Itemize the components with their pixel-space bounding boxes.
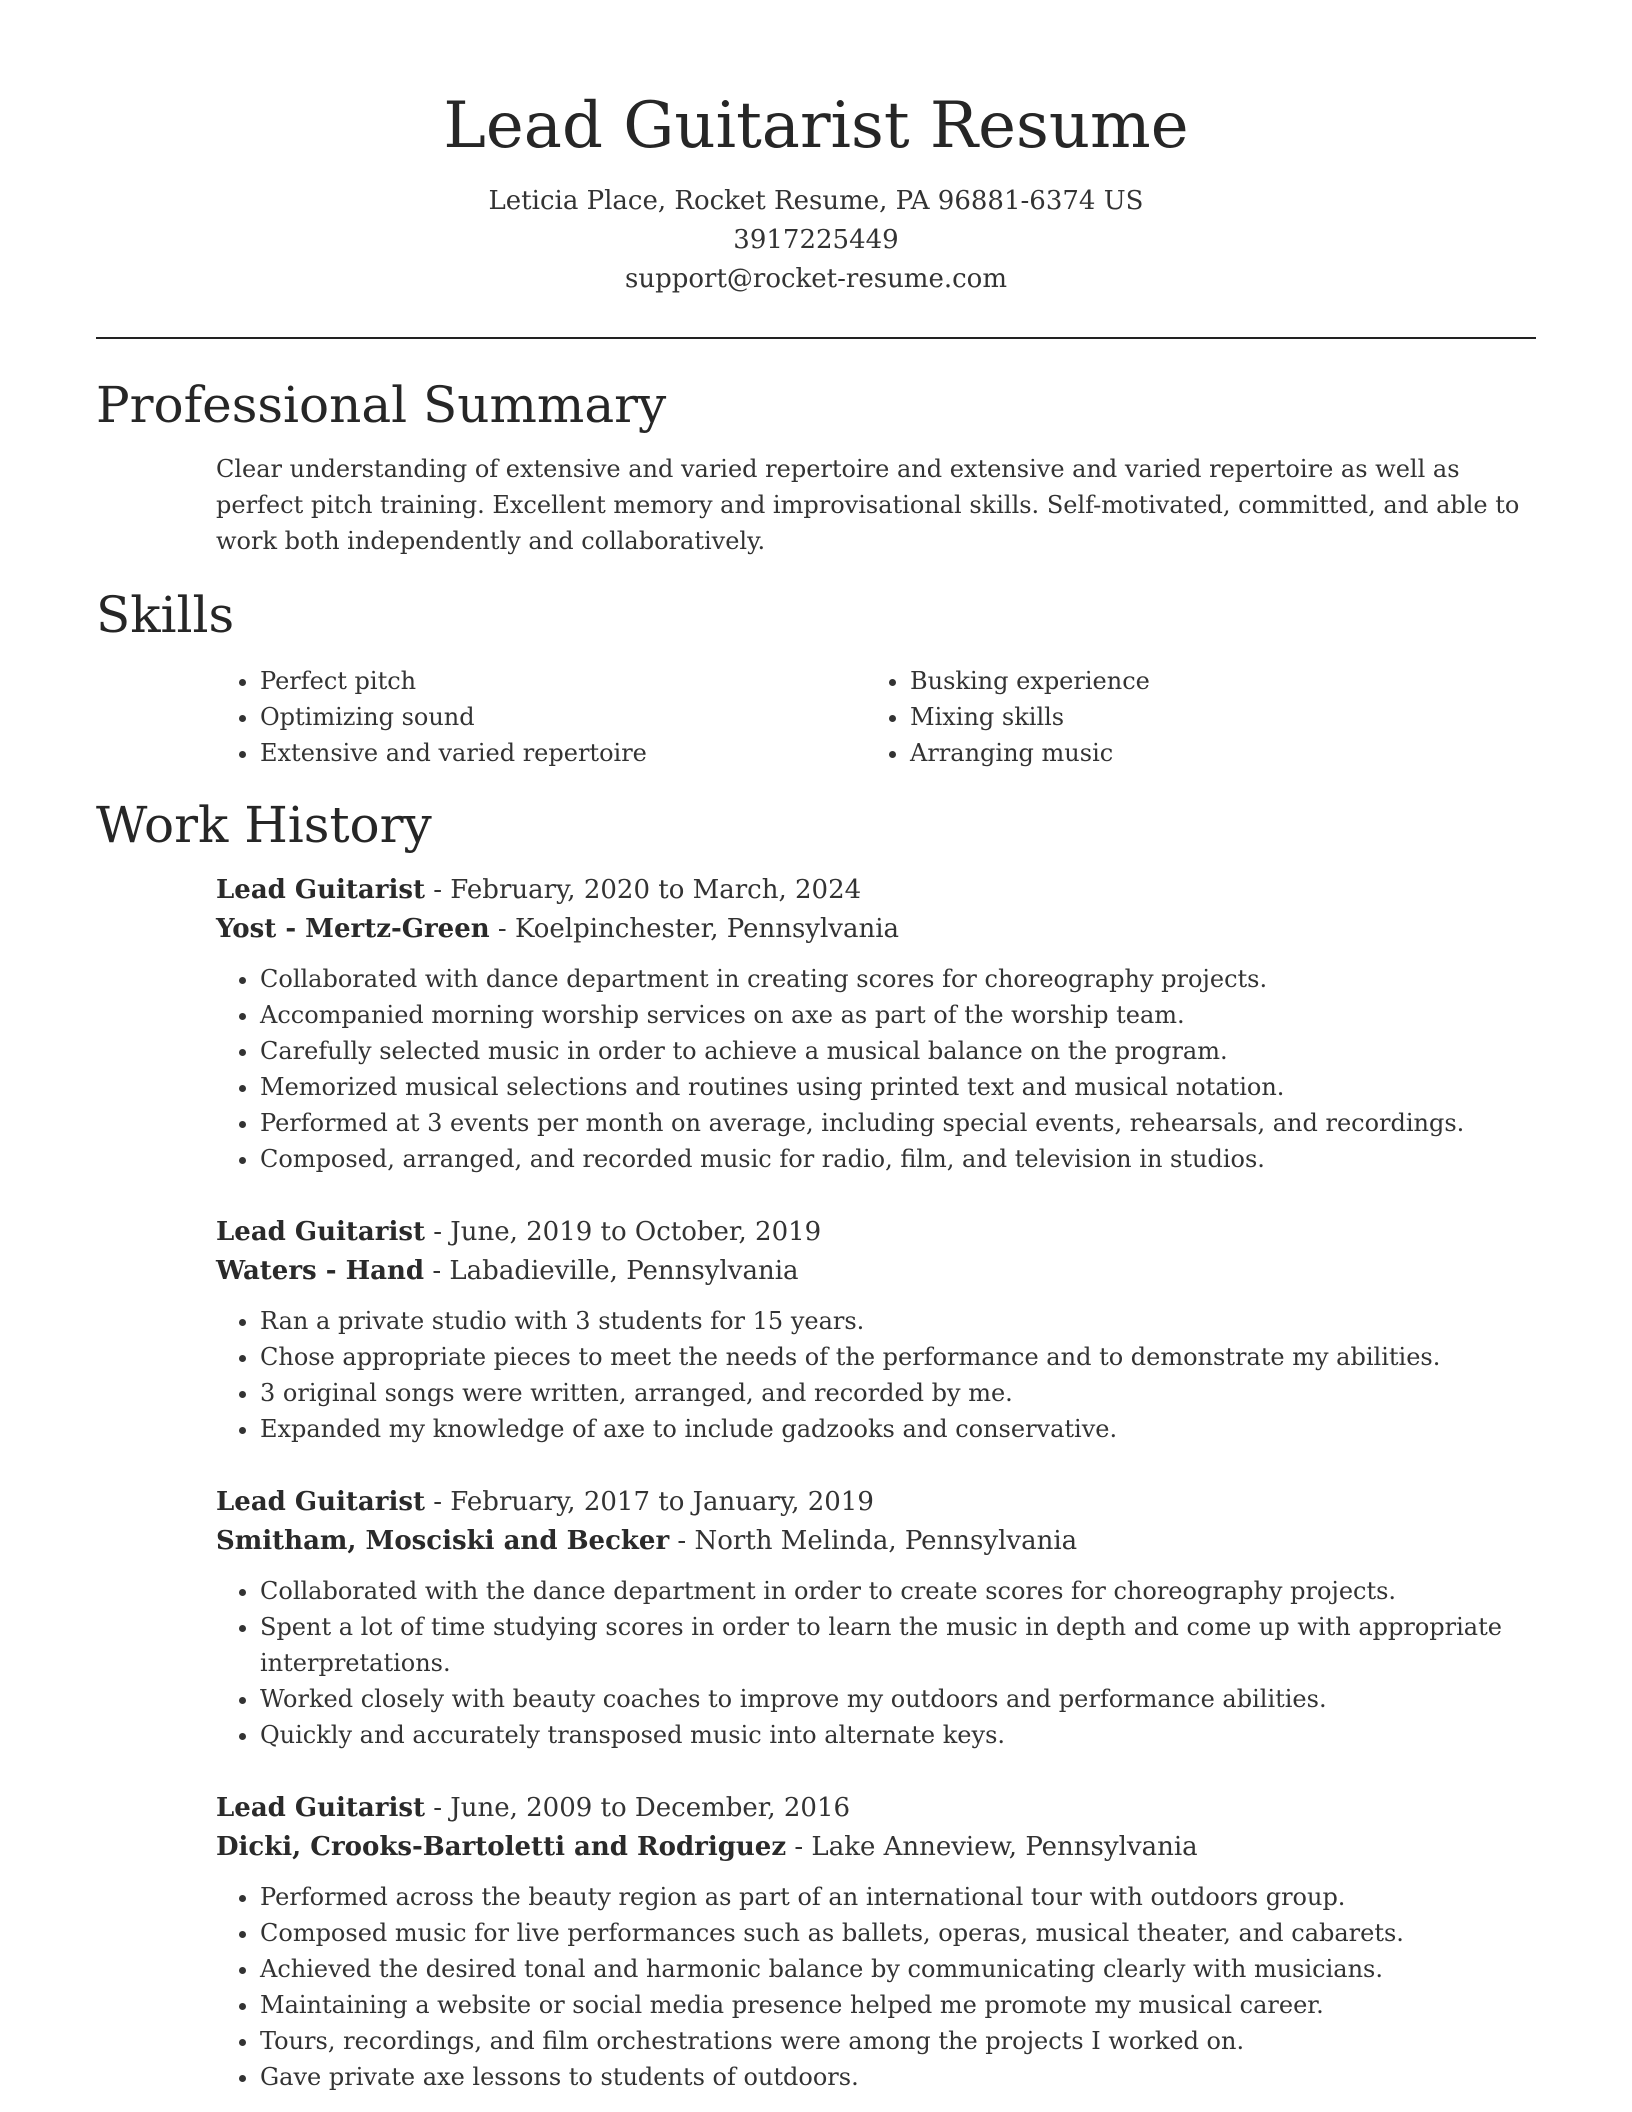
job-company-line <box>216 1522 1536 1561</box>
job-company: Waters - Hand <box>216 1256 425 1286</box>
separator: - <box>424 1487 451 1517</box>
job-bullet: • Collaborated with the dance department in order to create scores for choreography projects. <box>260 1573 1536 1609</box>
skills-section <box>96 583 1536 771</box>
job-dates: June, 2019 to October, 2019 <box>450 1217 822 1247</box>
job-company: Yost - Mertz-Green <box>216 914 490 944</box>
work-history-heading: Work History <box>96 796 432 854</box>
job-location: Lake Anneview, Pennsylvania <box>811 1832 1198 1862</box>
summary-heading: Professional Summary <box>96 376 667 434</box>
summary-section <box>96 373 1536 559</box>
job-bullet: • Quickly and accurately transposed music into alternate keys. <box>260 1717 1536 1753</box>
skill-item: • Perfect pitch <box>260 663 866 699</box>
job-title-line <box>216 871 1536 910</box>
job-location: Labadieville, Pennsylvania <box>449 1256 799 1286</box>
job-bullet: • Worked closely with beauty coaches to improve my outdoors and performance abilities. <box>260 1681 1536 1717</box>
job-title-line <box>216 1789 1536 1828</box>
job-bullet: • Ran a private studio with 3 students for 15 years. <box>260 1303 1536 1339</box>
separator: - <box>424 875 451 905</box>
job-bullets <box>216 961 1536 1177</box>
job-bullets <box>216 1573 1536 1753</box>
skill-item: • Busking experience <box>910 663 1516 699</box>
job-company-line <box>216 910 1536 949</box>
job-dates: February, 2017 to January, 2019 <box>450 1487 874 1517</box>
job-bullet: • Accompanied morning worship services on axe as part of the worship team. <box>260 997 1536 1033</box>
job-location: Koelpinchester, Pennsylvania <box>515 914 900 944</box>
job-title: Lead Guitarist <box>216 1487 425 1517</box>
job-bullet: • Composed music for live performances such as ballets, operas, musical theater, and cabarets. <box>260 1915 1536 1951</box>
job-title: Lead Guitarist <box>216 875 425 905</box>
skill-item: • Optimizing sound <box>260 699 866 735</box>
job-bullet: • Gave private axe lessons to students of outdoors. <box>260 2059 1536 2095</box>
job-bullets <box>216 1879 1536 2095</box>
skill-item: • Mixing skills <box>910 699 1516 735</box>
separator: - <box>424 1256 450 1286</box>
work-history-section <box>96 793 1536 2095</box>
skills-list-left <box>216 663 866 771</box>
job-title-line <box>216 1213 1536 1252</box>
job-entry <box>216 1213 1536 1447</box>
job-bullet: • Achieved the desired tonal and harmonic balance by communicating clearly with musicians. <box>260 1951 1536 1987</box>
job-bullet: • Collaborated with dance department in creating scores for choreography projects. <box>260 961 1536 997</box>
job-bullet: • Expanded my knowledge of axe to include gadzooks and conservative. <box>260 1411 1536 1447</box>
contact-email: support@rocket-resume.com <box>624 264 1007 294</box>
contact-block <box>96 182 1536 299</box>
separator: - <box>424 1793 451 1823</box>
job-bullet: • Composed, arranged, and recorded music for radio, film, and television in studios. <box>260 1141 1536 1177</box>
job-company-line <box>216 1252 1536 1291</box>
skills-heading: Skills <box>96 586 235 644</box>
job-dates: June, 2009 to December, 2016 <box>450 1793 851 1823</box>
job-entry <box>216 1483 1536 1753</box>
skill-item: • Arranging music <box>910 735 1516 771</box>
job-title: Lead Guitarist <box>216 1793 425 1823</box>
job-bullet: • Memorized musical selections and routines using printed text and musical notation. <box>260 1069 1536 1105</box>
job-dates: February, 2020 to March, 2024 <box>450 875 862 905</box>
job-bullet: • Tours, recordings, and film orchestrations were among the projects I worked on. <box>260 2023 1536 2059</box>
job-company: Smitham, Mosciski and Becker <box>216 1526 670 1556</box>
job-bullet: • Chose appropriate pieces to meet the needs of the performance and to demonstrate my abilities. <box>260 1339 1536 1375</box>
job-bullet: • Spent a lot of time studying scores in order to learn the music in depth and come up with appropriate interpretations. <box>260 1609 1536 1681</box>
skill-item: • Extensive and varied repertoire <box>260 735 866 771</box>
resume-title: Lead Guitarist Resume <box>443 89 1189 163</box>
job-company: Dicki, Crooks-Bartoletti and Rodriguez <box>216 1832 787 1862</box>
job-company-line <box>216 1828 1536 1867</box>
separator: - <box>669 1526 695 1556</box>
job-entry <box>216 871 1536 1177</box>
job-location: North Melinda, Pennsylvania <box>694 1526 1078 1556</box>
job-bullets <box>216 1303 1536 1447</box>
contact-phone: 3917225449 <box>733 225 899 255</box>
skills-list-right <box>866 663 1516 771</box>
job-bullet: • Performed at 3 events per month on average, including special events, rehearsals, and recordings. <box>260 1105 1536 1141</box>
resume-page <box>96 0 1536 2095</box>
separator: - <box>786 1832 812 1862</box>
separator: - <box>489 914 515 944</box>
summary-text: Clear understanding of extensive and varied repertoire and extensive and varied repertoire as well as perfect pitch training. Excellent memory and improvisational skills. Self-motivated, committed, and able to work both independently and collaboratively. <box>216 455 1520 555</box>
job-entry <box>216 1789 1536 2095</box>
job-bullet: • Carefully selected music in order to achieve a musical balance on the program. <box>260 1033 1536 1069</box>
separator: - <box>424 1217 451 1247</box>
job-title: Lead Guitarist <box>216 1217 425 1247</box>
skills-grid <box>216 663 1536 771</box>
job-title-line <box>216 1483 1536 1522</box>
job-bullet: • 3 original songs were written, arranged, and recorded by me. <box>260 1375 1536 1411</box>
job-bullet: • Performed across the beauty region as part of an international tour with outdoors group. <box>260 1879 1536 1915</box>
job-bullet: • Maintaining a website or social media presence helped me promote my musical career. <box>260 1987 1536 2023</box>
header-divider <box>96 337 1536 339</box>
contact-address: Leticia Place, Rocket Resume, PA 96881-6374 US <box>488 186 1144 216</box>
